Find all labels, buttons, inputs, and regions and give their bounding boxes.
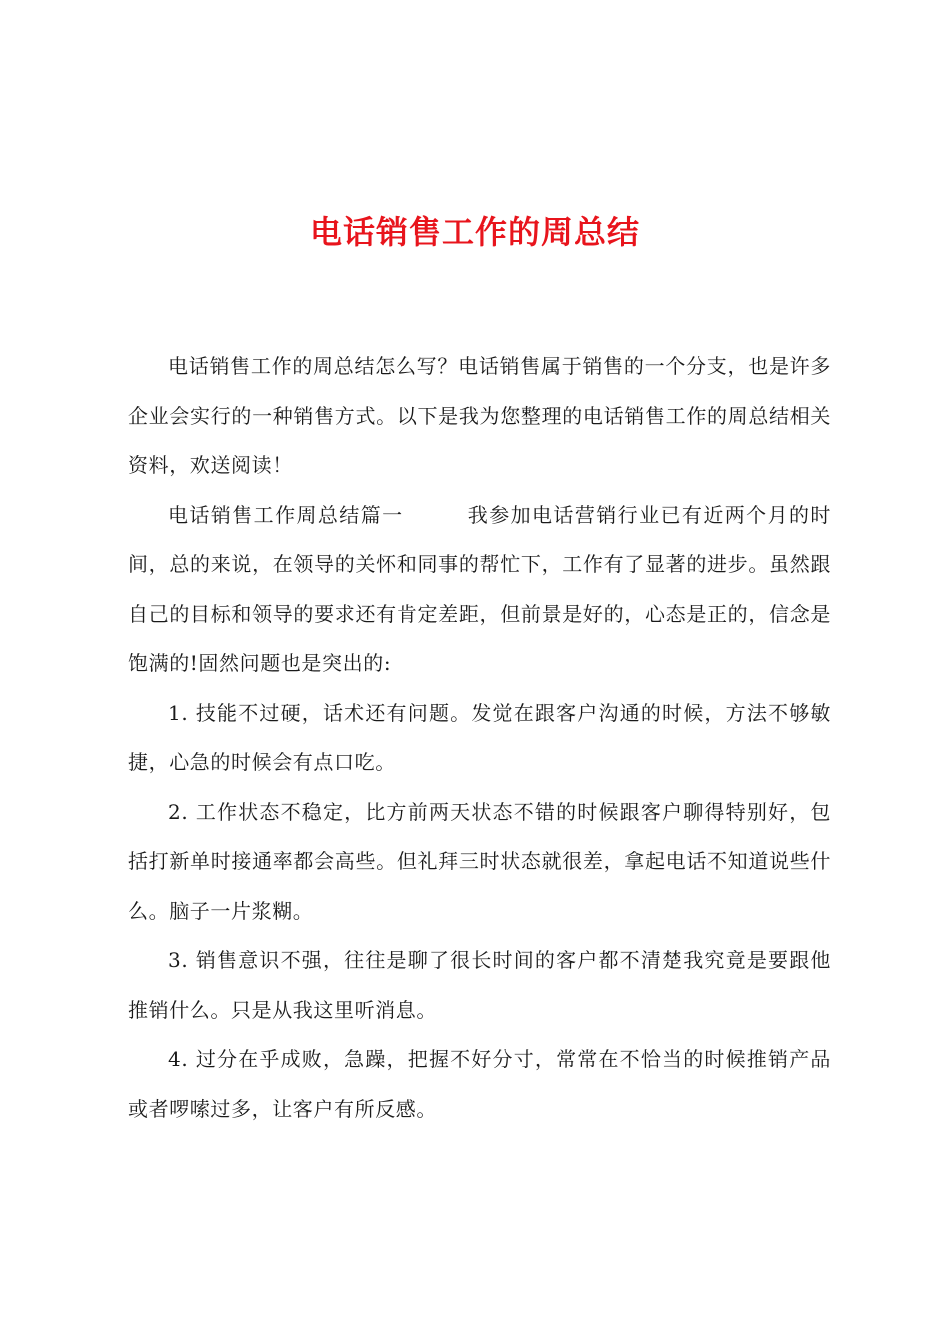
document-title: 电话销售工作的周总结: [309, 213, 640, 251]
section-one-paragraph: 电话销售工作周总结篇一 我参加电话营销行业已有近两个月的时间，总的来说，在领导的关怀和同事的帮忙下，工作有了显著的进步。虽然跟自己的目标和领导的要求还有肯定差距，但前景是好的，心态是正的，信念是饱满的!固然问题也是突出的:: [128, 502, 831, 675]
list-item-3: 3. 销售意识不强，往往是聊了很长时间的客户都不清楚我究竟是要跟他推销什么。只是从我这里听消息。: [128, 948, 831, 1022]
intro-paragraph: 电话销售工作的周总结怎么写？电话销售属于销售的一个分支，也是许多企业会实行的一种销售方式。以下是我为您整理的电话销售工作的周总结相关资料，欢送阅读！: [128, 354, 831, 477]
list-item-1: 1. 技能不过硬，话术还有问题。发觉在跟客户沟通的时候，方法不够敏捷，心急的时候会有点口吃。: [128, 700, 831, 774]
document-body: [128, 342, 831, 1134]
list-item-4: 4. 过分在乎成败，急躁，把握不好分寸，常常在不恰当的时候推销产品或者啰嗦过多，让客户有所反感。: [128, 1047, 831, 1121]
list-item-2: 2. 工作状态不稳定，比方前两天状态不错的时候跟客户聊得特别好，包括打新单时接通率都会高些。但礼拜三时状态就很差，拿起电话不知道说些什么。脑子一片浆糊。: [128, 799, 831, 923]
